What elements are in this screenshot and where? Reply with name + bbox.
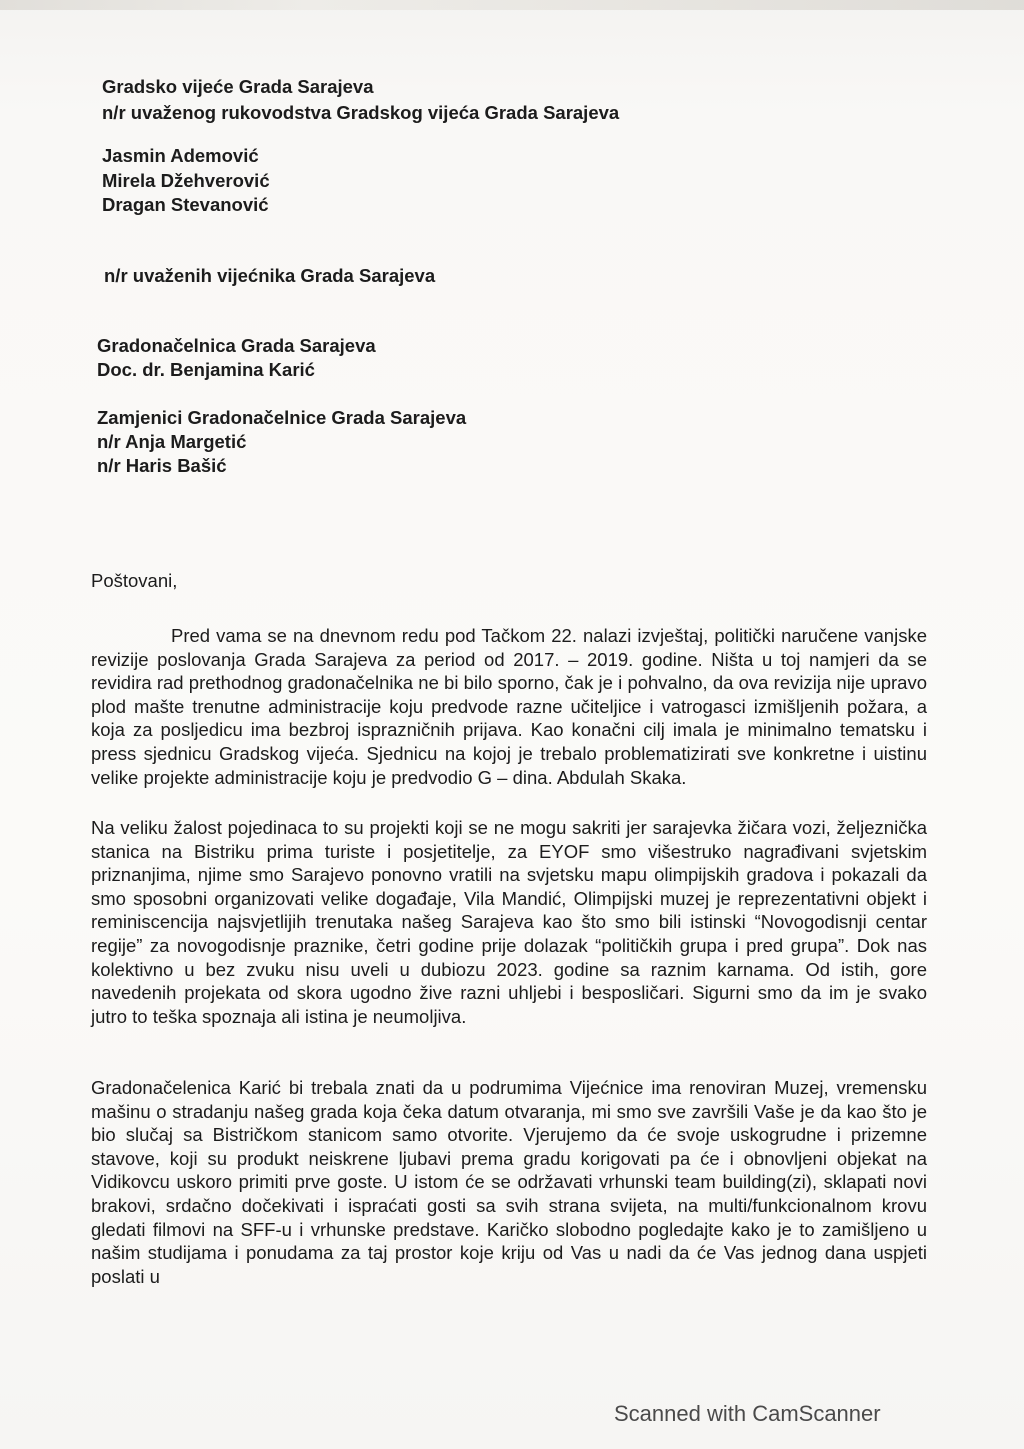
deputy-1: n/r Anja Margetić <box>97 431 247 452</box>
camscanner-watermark: Scanned with CamScanner <box>614 1401 881 1426</box>
paragraph-2: Na veliku žalost pojedinaca to su projekti koji se ne mogu sakriti jer sarajevka žičara vozi, željeznička stanica na Bistriku prima turiste i posjetitelje, za EYOF smo višestruko nagrađivani svjetskim priznanjima, njime smo Sarajevo ponovno vratili na svjetsku mapu olimpijskih gradova i pokazali da smo sposobni organizovati velike događaje, Vila Mandić, Olimpijski muzej je reprezentativni objekt i reminiscencija najsvjetlijih trenutaka našeg Sarajeva kao što smo bili istinski “Novogodisnji centar regije” za novogodisnje praznike, četri godine prije dolazak “političkih grupa i pred grupa”. Dok nas kolektivno u bez zvuku nisu uveli u dubiozu 2023. godine sa raznim karnama. Od istih, gore navedenih projekata od skora ugodno žive razni uhljebi i besposličari. Sigurni smo da im je svako jutro to teška spoznaja ali istina je neumoljiva. <box>91 817 927 1027</box>
recipient-councillors: n/r uvaženih vijećnika Grada Sarajeva <box>104 265 436 286</box>
recipient-council: Gradsko vijeće Grada Sarajeva <box>102 76 374 97</box>
council-member-1: Jasmin Ademović <box>102 145 259 166</box>
deputies-title: Zamjenici Gradonačelnice Grada Sarajeva <box>97 407 467 428</box>
mayor-title: Gradonačelnica Grada Sarajeva <box>97 335 376 356</box>
salutation: Poštovani, <box>91 570 178 591</box>
deputy-2: n/r Haris Bašić <box>97 455 227 476</box>
paragraph-1: Pred vama se na dnevnom redu pod Tačkom 22. nalazi izvještaj, politički naručene vanjske revizije poslovanja Grada Sarajeva za period od 2017. – 2019. godine. Ništa u toj namjeri da se revidira rad prethodnog gradonačelnika ne bi bilo sporno, čak je i pohvalno, da ova revizija nije upravo plod mašte trenutne administracije koju predvode razne učiteljice i vatrogasci izmišljenih požara, a koja za posljedicu ima bezbroj isprazničnih prijava. Kao konačni cilj imala je minimalno tematsku i press sjednicu Gradskog vijeća. Sjednicu na kojoj je trebalo problematizirati sve konkretne i uistinu velike projekte administracije koju je predvodio G – dina. Abdulah Skaka. <box>91 625 927 788</box>
mayor-name: Doc. dr. Benjamina Karić <box>97 359 315 380</box>
council-member-2: Mirela Džehverović <box>102 170 270 191</box>
recipient-council-leadership: n/r uvaženog rukovodstva Gradskog vijeća Grada Sarajeva <box>102 102 620 123</box>
paragraph-3: Gradonačelenica Karić bi trebala znati da u podrumima Vijećnice ima renoviran Muzej, vremensku mašinu o stradanju našeg grada koja čeka datum otvaranja, mi smo sve završili Vaše je da kao što je bio slučaj sa Bistričkom stanicom samo otvorite. Vjerujemo da će svoje uskogrudne i prizemne stavove, koji su produkt neiskrene ljubavi prema gradu korigovati pa će i obnovljeni objekat na Vidikovcu uskoro primiti prve goste. U istom će se održavati vrhunski team building(zi), sklapati novi brakovi, srdačno dočekivati i ispraćati gosti sa svih strana svijeta, na multi/funkcionalnom krovu gledati filmovi na SFF-u i vrhunske predstave. Karičko slobodno pogledajte kako je to zamišljeno u našim studijama i ponudama za taj prostor koje kriju od Vas u nadi da će Vas jednog dana uspjeti poslati u <box>91 1077 927 1287</box>
paper-top-edge <box>0 0 1024 10</box>
council-member-3: Dragan Stevanović <box>102 194 269 215</box>
